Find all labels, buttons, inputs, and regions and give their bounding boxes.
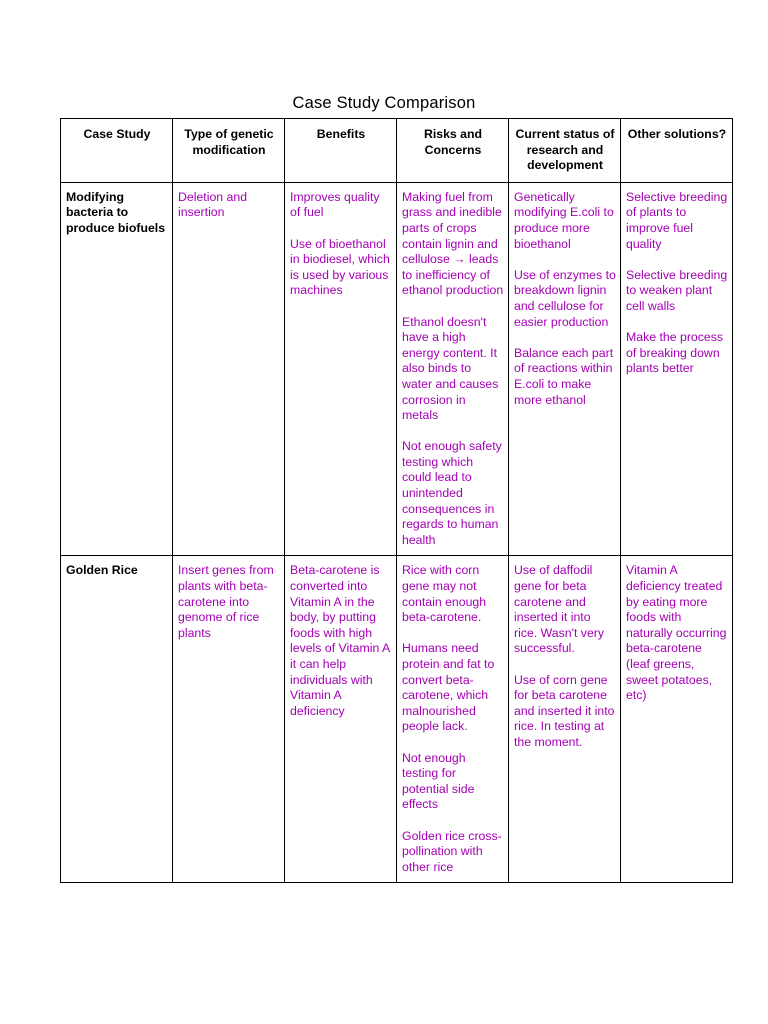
column-header-status: Current status of research and development (509, 119, 621, 183)
risks-cell (397, 182, 509, 556)
risk-text: Golden rice cross-pollination with other rice (402, 828, 502, 874)
other-text: Vitamin A deficiency treated by eating more foods with naturally occurring beta-carotene (leaf greens, sweet potatoes, etc) (626, 563, 727, 703)
table-row-golden-rice (61, 556, 733, 883)
type-text: Deletion and insertion (178, 189, 248, 220)
case-study-cell: Golden Rice (61, 556, 173, 883)
status-text: Use of corn gene for beta carotene and inserted it into rice. In testing at the moment. (514, 672, 615, 749)
risk-text: Not enough safety testing which could lead to unintended consequences in regards to human health (402, 439, 502, 547)
column-header-risks: Risks and Concerns (397, 119, 509, 183)
other-solutions-cell (621, 182, 733, 556)
benefits-cell (285, 556, 397, 883)
risk-text: Humans need protein and fat to convert beta-carotene, which malnourished people lack. (402, 641, 495, 734)
column-header-type: Type of genetic modification (173, 119, 285, 183)
column-header-other: Other solutions? (621, 119, 733, 183)
benefit-text: Improves quality of fuel (290, 189, 380, 220)
risk-text: Ethanol doesn't have a high energy content. It also binds to water and causes corrosion in metals (402, 314, 499, 423)
status-text: Use of daffodil gene for beta carotene and inserted it into rice. Wasn't very successful. (514, 563, 605, 656)
column-header-case-study: Case Study (61, 119, 173, 183)
risks-cell (397, 556, 509, 883)
risk-text: Making fuel from grass and inedible parts of crops contain lignin and cellulose → leads to inefficiency of ethanol production (402, 189, 504, 298)
status-cell (509, 556, 621, 883)
status-text: Balance each part of reactions within E.coli to make more ethanol (514, 345, 614, 407)
type-cell (173, 182, 285, 556)
table-header-row (61, 119, 733, 183)
page-title: Case Study Comparison (292, 94, 476, 112)
status-cell (509, 182, 621, 556)
risk-text: Not enough testing for potential side effects (402, 750, 475, 812)
comparison-table (60, 118, 733, 883)
type-text: Insert genes from plants with beta-carotene into genome of rice plants (178, 563, 274, 640)
benefit-text: Use of bioethanol in biodiesel, which is used by various machines (290, 236, 390, 298)
other-text: Selective breeding to weaken plant cell walls (626, 267, 728, 313)
case-study-cell: Modifying bacteria to produce biofuels (61, 182, 173, 556)
risk-text: Rice with corn gene may not contain enough beta-carotene. (402, 563, 487, 625)
other-text: Selective breeding of plants to improve fuel quality (626, 189, 728, 251)
status-text: Genetically modifying E.coli to produce more bioethanol (514, 189, 614, 251)
type-cell (173, 556, 285, 883)
other-text: Make the process of breaking down plants better (626, 330, 724, 376)
column-header-benefits: Benefits (285, 119, 397, 183)
other-solutions-cell (621, 556, 733, 883)
benefits-cell (285, 182, 397, 556)
status-text: Use of enzymes to breakdown lignin and cellulose for easier production (514, 267, 616, 329)
table-row-biofuels (61, 182, 733, 556)
benefit-text: Beta-carotene is converted into Vitamin A in the body, by putting foods with high levels of Vitamin A it can help individuals with Vitamin A deficiency (290, 563, 390, 718)
